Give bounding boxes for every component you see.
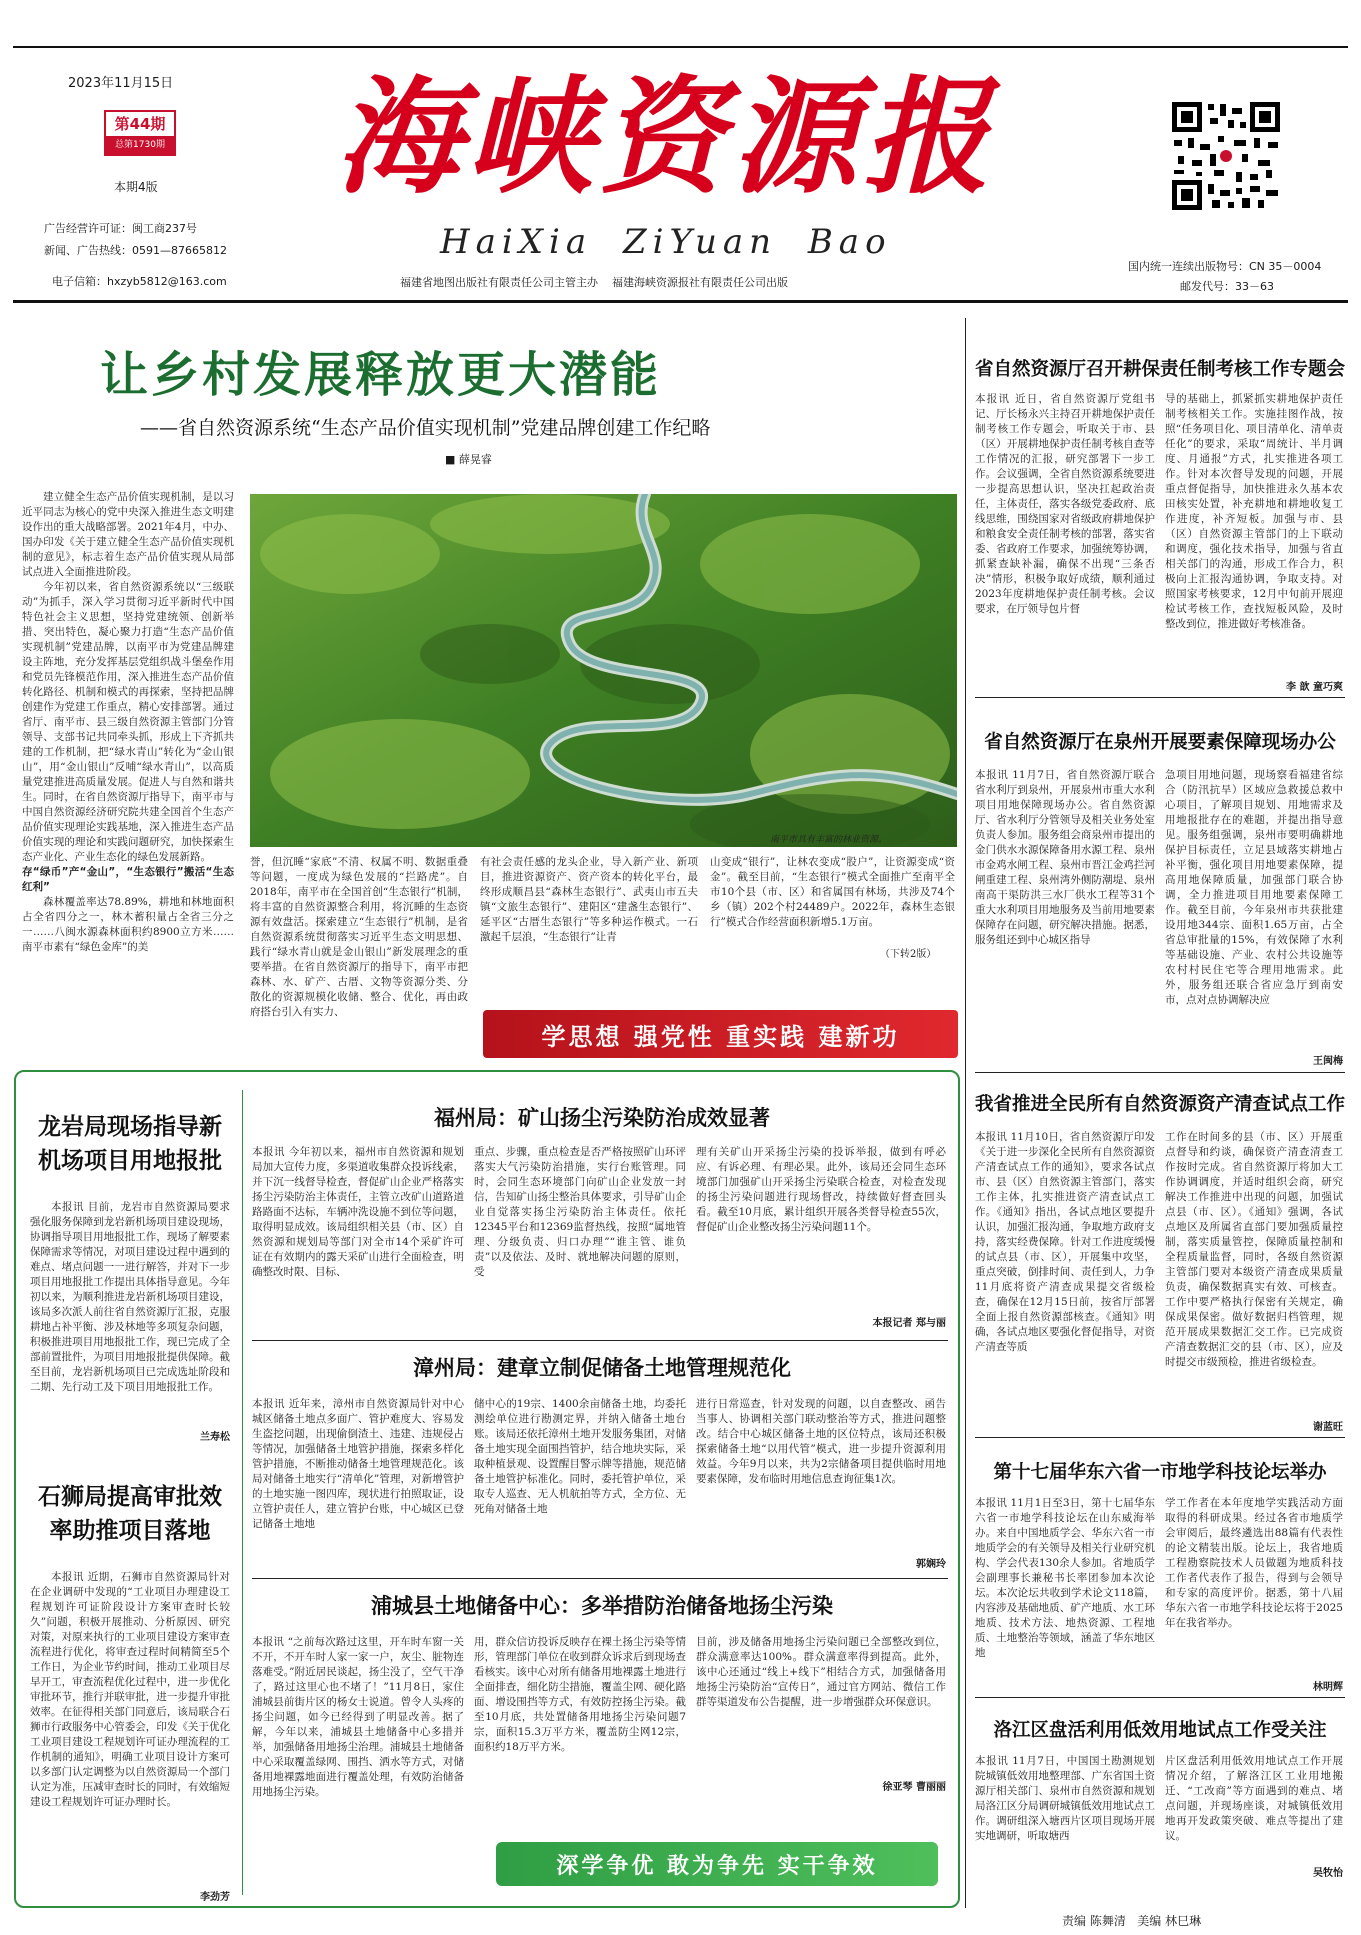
l3-col-2: 重点、步骤，重点检查是否严格按照矿山环评落实大气污染防治措施，实行台账管理。同时，会同生态环境部门向矿山企业发放一封信，告知矿山扬尘整治具体要求，引导矿山企业自觉落实扬尘污染防治主体责任。依托12345平台和12369监督热线，按照“属地管理、分级负责、归口办理”“谁主管、谁负责”以及依法、及时、就地解决问题的原则，受 <box>474 1146 686 1278</box>
qr-code-icon <box>1170 100 1282 212</box>
r2-col-2: 急项目用地问题，现场察看福建省综合（防汛抗旱）区域应急救援总救中心项目，了解项目规划、用地需求及用地报批存在的难题，并提出指导意见。服务组强调，泉州市要明确耕地保护目标责任，立足县域落实耕地占补平衡，强化项目用地要素保障，提高用地保障质量，加强部门联合协调，全力推进项目用地要素保障工作。截至目前，今年泉州市共获批建设用地344宗、面积1.65万亩，占全省总审批量的15%，有效保障了水利等基础设施、产业、农村公共设施等农村村民住宅等合理用地需求。此外，服务组还联合省应急厅到南安市，点对点协调解决应 <box>1165 769 1343 1006</box>
lead-subhead: 存“绿币”产“金山”，“生态银行”搬活“生态红利” <box>22 866 234 893</box>
l5-col-2: 用，群众信访投诉反映存在裸土扬尘污染等情形，管理部门单位在收到群众诉求后到现场查看核实。该中心对所有储备用地裸露土地进行全面排查，细化防尘措施，覆盖尘网、硬化路面、增设围挡等方式，有效防控扬尘污染。截至10月底，共处置储备用地扬尘污染问题7宗，面积15.3万平方米，覆盖防尘网12宗，面积约18万平方米。 <box>474 1636 686 1753</box>
story-divider <box>975 1697 1345 1698</box>
contact-email: 电子信箱：hxzyb5812@163.com <box>52 275 227 288</box>
r5-title: 洛江区盘活利用低效用地试点工作受关注 <box>993 1720 1327 1741</box>
lead-paragraph: 建立健全生态产品价值实现机制，是以习近平同志为核心的党中央深入推进生态文明建设作出的重大战略部署。2021年4月，中办、国办印发《关于建立健全生态产品价值实现机制的意见》，标志着生态产品价值实现从局部试点进入全面推进阶段。 <box>22 491 234 578</box>
l2-signature: 李劲芳 <box>200 1892 230 1903</box>
lead-column-3: 有社会责任感的龙头企业，导入新产业、新项目，推进资源资产、资产资本的转化平台，最终形成顺昌县“森林生态银行”、武夷山市五夫镇“文旅生态银行”、建阳区“建盏生态银行”、延平区“古厝生态银行”等多种运作模式。一石激起千层浪，“生态银行”让青 <box>480 856 698 943</box>
r4-title: 第十七届华东六省一市地学科技论坛举办 <box>993 1462 1327 1483</box>
story-divider <box>252 1340 948 1341</box>
lead-column-1 <box>22 490 234 1080</box>
story-divider <box>975 1437 1345 1438</box>
slogan-banner-2 <box>496 1842 938 1886</box>
r1-col-1: 本报讯 近日，省自然资源厅党组书记、厅长杨永兴主持召开耕地保护责任制考核工作专题会，听取关于市、县（区）开展耕地保护责任制考核自查等工作情况的汇报，研究部署下一步工作。会议强调，全省自然资源系统要进一步提高思想认识，坚决扛起政治责任，主体责任，落实各级党委政府、底线思维，围绕国家对省级政府耕地保护和粮食安全责任制考核的部署，落实省委、省政府工作要求，加强统筹协调，抓紧查缺补漏，确保不出现“三条否决”情形，积极争取好成绩，顺利通过2023年度耕地保护责任制考核。会议要求，在厅领导包片督 <box>975 393 1155 615</box>
l1-signature: 兰寿松 <box>200 1432 230 1443</box>
l1-title: 龙岩局现场指导新机场项目用地报批 <box>38 1113 222 1174</box>
masthead-rule <box>13 300 1348 303</box>
lead-continued: （下转2版） <box>880 949 937 960</box>
r5-col-2: 片区盘活利用低效用地试点工作开展情况介绍，了解洛江区工业用地搬迁、“工改商”等方面遇到的难点、堵点问题，并现场座谈，对城镇低效用地再开发政策突破、难点等提出了建议。 <box>1165 1755 1343 1842</box>
r4-signature: 林明辉 <box>1313 1682 1343 1693</box>
l5-col-3: 目前，涉及储备用地扬尘污染问题已全部整改到位，群众满意率达100%。群众满意率得到提高。此外，该中心还通过“线上+线下”相结合方式，加强储备用地扬尘污染防治“宣传日”，通过官方网站、微信工作群等渠道发布公告提醒，进一步增强群众环保意识。 <box>696 1636 946 1708</box>
r5-signature: 吴牧怡 <box>1313 1868 1343 1879</box>
l3-signature: 本报记者 郑与丽 <box>872 1318 946 1329</box>
postal-code: 邮发代号：33－63 <box>1180 280 1274 293</box>
r1-title: 省自然资源厅召开耕保责任制考核工作专题会 <box>975 359 1346 380</box>
story-divider <box>975 697 1345 698</box>
l4-signature: 郭娴玲 <box>916 1559 946 1570</box>
l2-title: 石狮局提高审批效率助推项目落地 <box>38 1483 222 1544</box>
slogan-text: 学思想 强党性 重实践 建新功 <box>541 1022 900 1051</box>
lead-photo <box>250 494 957 847</box>
lead-title: 让乡村发展释放更大潜能 <box>100 347 662 403</box>
lead-column-4: 山变成“银行”，让林农变成“股户”，让资源变成“资金”。截至目前，“生态银行”模式全面推广至南平全市10个县（市、区）和省属国有林场，共涉及74个乡（镇）202个村24489户。2022年，森林生态银行”模式合作经营面积新增5.1万亩。 <box>710 856 955 928</box>
column-divider <box>965 318 966 1908</box>
lead-column-2: 誉，但沉睡“家底”不清、权属不明、数据重叠等问题，一度成为绿色发展的“拦路虎”。自2018年，南平市在全国首创“生态银行”机制，将丰富的自然资源整合利用，将沉睡的生态资源有效盘活。探索建立“生态银行”机制，是省自然资源系统贯彻落实习近平生态文明思想、践行“绿水青山就是金山银山”新发展理念的重要举措。在省自然资源厅的指导下，南平市把森林、水、矿产、古厝、文物等资源分类、分散化的资源规模化收储、整合、优化，再由政府搭台引入有实力、 <box>250 856 468 1018</box>
l5-signature: 徐亚琴 曹丽丽 <box>882 1782 946 1793</box>
l5-col-1: 本报讯 “之前每次路过这里，开车时车窗一关不开，不开车时人家一家一户，灰尘、脏物连落难受。”附近居民谈起，扬尘没了，空气干净了，路过这里心也不堵了！”11月8日，家住浦城县前街片区的杨女士说道。曾令人头疼的扬尘问题，如今已经得到了明显改善。据了解，今年以来，浦城县土地储备中心多措并举，加强储备用地扬尘治理。浦城县土地储备中心采取覆盖绿网、围挡、洒水等方式，对储备用地裸露地面进行覆盖处理，有效防治储备用地扬尘污染。 <box>252 1636 464 1798</box>
cn-serial-number: 国内统一连续出版物号：CN 35－0004 <box>1128 260 1322 273</box>
slogan-banner <box>483 1010 958 1058</box>
r1-col-2: 导的基础上，抓紧抓实耕地保护责任制考核相关工作。实施挂图作战，按照“任务项目化、项目清单化、清单责任化”的要求，采取“周统计、半月调度、月通报”方式，扎实推进各项工作。针对本次督导发现的问题，开展重点督促指导，加快推进永久基本农田核实处置，补充耕地和耕地收复工作进度，补齐短板。加强与市、县（区）自然资源主管部门的上下联动和调度，强化技术指导，加强与省直相关部门的沟通，形成工作合力，积极向上汇报沟通协调，争取支持。对照国家考核要求，12月中旬前开展迎检试考核工作，查找短板风险，及时整改到位，推进做好考核准备。 <box>1165 393 1343 630</box>
publication-date: 2023年11月15日 <box>68 76 174 91</box>
slogan-2-text: 深学争优 敢为争先 实干争效 <box>556 1853 878 1879</box>
box-divider <box>242 1090 243 1895</box>
l3-title: 福州局：矿山扬尘污染防治成效显著 <box>434 1106 770 1130</box>
l4-col-1: 本报讯 近年来，漳州市自然资源局针对中心城区储备土地点多面广、管护难度大、容易发生盗挖问题，出现偷倒渣土、违建、违规侵占等情况，加强储备土地管护措施，探索多样化管护措施，不断推动储备土地管理规范化。该局对储备土地实行“清单化”管理，对新增管护的土地实施一图四库，现状进行拍照取证，设立管护责任人，建立管护台账，中心城区已登记储备土地地 <box>252 1398 464 1530</box>
l5-title: 浦城县土地储备中心：多举措防治储备地扬尘污染 <box>371 1594 833 1618</box>
r1-signature: 李 歆 童巧爽 <box>1286 682 1343 693</box>
r2-signature: 王闽梅 <box>1313 1056 1343 1067</box>
l4-col-3: 进行日常巡查，针对发现的问题，以自查整改、函告当事人、协调相关部门联动整治等方式，推进问题整改。结合中心城区储备土地的区位特点，该局还积极探索储备土地“以用代管”模式，进一步提升资源利用效益。今年9月以来，共为2宗储备项目提供临时用地要素保障，发布临时用地信息查询征集1次。 <box>696 1398 946 1485</box>
issue-number: 第44期 <box>106 112 174 136</box>
page-count: 本期4版 <box>114 180 158 194</box>
r5-col-1: 本报讯 11月7日，中国国土勘测规划院城镇低效用地整理部、广东省国土资源厅相关部门、泉州市自然资源和规划局洛江区分局调研城镇低效用地试点工作。调研组深入塘西片区项目现场开展实地调研，听取塘西 <box>975 1755 1155 1842</box>
l4-title: 漳州局：建章立制促储备土地管理规范化 <box>413 1356 791 1380</box>
r4-col-2: 学工作者在本年度地学实践活动方面取得的科研成果。经过各省市地质学会审阅后，最终遴选出88篇有代表性的论文精装出版。论坛上，我省地质工程勘察院技术人员做题为地质科技工作者代表作了报告，得到与会领导和专家的高度评价。据悉，第十八届华东六省一市地学科技论坛将于2025年在我省举办。 <box>1165 1497 1343 1629</box>
l2-body: 本报讯 近期，石狮市自然资源局针对在企业调研中发现的“工业项目办理建设工程规划许可证阶段设计方案审查时长较久”问题，积极开展推动、分析原因、研究对策，对原来执行的工业项目建设方案审查流程进行优化，将审查过程时间精简至5个工作日，为企业节约时间，推动工业项目尽早开工，审查流程优化过程中，进一步优化审批环节，推行并联审批，进一步提升审批效率。在征得相关部门同意后，该局联合石狮市行政服务中心管委会，印发《关于优化工业项目建设工程规划许可证办理流程的工作机制的通知》，明确工业项目设计方案可以多部门认定调整为以自然资源局一个部门认定为准，压减审查时长的同时，有效缩短建设工程规划许可证办理时长。 <box>30 1571 230 1808</box>
l4-col-2: 储中心的19宗、1400余亩储备土地，均委托测绘单位进行勘测定界，并纳入储备土地台账。该局还依托漳州土地开发服务集团，对储备土地实现全面围挡管护，结合地块实际，采取种植景观、设置醒目警示牌等措施，规范储备土地管护标准化。同时，委托管护单位，采取专人巡查、无人机航拍等方式，全方位、无死角对储备土地 <box>474 1398 686 1515</box>
editor-credits: 责编 陈舞清 美编 林巳琳 <box>1062 1914 1202 1928</box>
photo-caption: 南平市具有丰富的林业资源。 <box>770 835 888 845</box>
top-rule <box>13 46 1348 48</box>
lead-paragraph: 今年初以来，省自然资源系统以“三级联动”为抓手，深入学习贯彻习近平新时代中国特色社会主义思想，坚持党建统领、创新举措、突出特色，凝心聚力打造“生态产品价值实现机制”党建品牌，以南平市为党建品牌建设主阵地，充分发挥基层党组织战斗堡垒作用和党员先锋模范作用，深入推进生态产品价值转化路径、机制和模式的再探索，坚持把品牌创建作为党建工作重点，精心安排部署。通过省厅、南平市、县三级自然资源主管部门分管领导、支部书记共同牵头抓，形成上下齐抓共建的工作机制，把“绿水青山”转化为“金山银山”，用“金山银山”反哺“绿水青山”，以高质量党建推进高质量发展。促进人与自然和谐共生。同时，在省自然资源厅指导下，南平市与中国自然资源经济研究院共建全国首个生态产品价值实现理论实践基地，深入推进生态产品价值实现的理论和实践问题研究，加快探索生态产业化、产业生态化的绿色发展新路。 <box>22 581 234 863</box>
lead-subtitle: ——省自然资源系统“生态产品价值实现机制”党建品牌创建工作纪略 <box>140 417 711 439</box>
issue-total: 总第1730期 <box>106 136 174 154</box>
l1-body: 本报讯 目前，龙岩市自然资源局要求强化服务保障到龙岩新机场项目建设现场，协调指导项目用地报批工作，现场了解要素保障需求等情况，对项目建设过程中遇到的难点、堵点问题一一进行解答，并对下一步项目用地报批工作提出具体指导意见。今年初以来，为顺利推进龙岩新机场项目建设，该局多次派人前往省自然资源厅汇报，克服耕地占补平衡、涉及林地等多项复杂问题，积极推进项目用地报批工作，现已完成了全部前置批件，为项目用地报批提供保障。截至目前，龙岩新机场项目已完成选址阶段和二期、先行动工及下项目用地报批工作。 <box>30 1201 230 1393</box>
issue-badge <box>104 110 176 156</box>
r2-title: 省自然资源厅在泉州开展要素保障现场办公 <box>984 732 1336 753</box>
l3-col-1: 本报讯 今年初以来，福州市自然资源和规划局加大宣传力度，多渠道收集群众投诉线索，并下沉一线督导检查，督促矿山企业严格落实扬尘污染防治主体责任，主管立改矿山道路道路路面不达标，车辆冲洗设施不到位等问题，取得明显成效。该局组织相关县（市、区）自然资源和规划局等部门对全市14个采矿许可证在有效期内的露天采矿山进行全面检查，明确整改时限、目标、 <box>252 1146 464 1278</box>
sponsor-line: 福建省地图出版社有限责任公司主管主办 福建海峡资源报社有限责任公司出版 <box>400 276 788 289</box>
story-divider <box>975 1072 1345 1073</box>
r3-col-1: 本报讯 11月10日，省自然资源厅印发《关于进一步深化全民所有自然资源资产清查试点工作的通知》，要求各试点市、县（区）自然资源主管部门，落实工作主体，扎实推进资产清查试点工作。《通知》指出，各试点地区要提升认识，加强汇报沟通，争取地方政府支持，落实经费保障。针对工作进度缓慢的试点县（市、区），开展集中攻坚，重点突破，倒排时间、责任到人，力争11月底将资产清查成果提交省级检查，确保在12月15日前，按省厅部署全面上报自然资源部核查。《通知》明确，各试点地区要强化督促指导，对资产清查等质 <box>975 1131 1155 1353</box>
lead-byline: ■ 薛晃睿 <box>445 453 492 466</box>
r3-signature: 谢蓝旺 <box>1313 1422 1343 1433</box>
l3-col-3: 理有关矿山开采扬尘污染的投诉举报，做到有呼必应、有诉必理、有理必果。此外，该局还会同生态环境部门加强矿山开采扬尘污染联合检查，对检查发现的扬尘污染问题进行现场督改，持续做好督查回头看。截至10月底，累计组织开展各类督导检查55次，督促矿山企业整改扬尘污染问题11个。 <box>696 1146 946 1233</box>
lead-paragraph: 森林覆盖率达78.89%，耕地和林地面积占全省四分之一，林木蓄积量占全省三分之一……八闽水源森林面积约8900立方米……南平市素有“绿色金库”的美 <box>22 896 234 953</box>
lead-author: 薛晃睿 <box>458 453 492 466</box>
masthead-pinyin: HaiXia ZiYuan Bao <box>440 222 892 262</box>
masthead-title: 海峡资源报 <box>335 63 995 211</box>
ad-license: 广告经营许可证：闽工商237号 <box>44 222 197 235</box>
r3-col-2: 工作在时间多的县（市、区）开展重点督导和约谈，确保资产清查清查工作按时完成。省自然资源厅将加大工作协调调度，并适时组织会商，研究解决工作推进中出现的问题，加强试点县（市、区）。《通知》强调，各试点地区及所属省直部门要加强质量控制，落实质量管控，保障质量控制和全程质量监督，同时，各级自然资源主管部门要对本级资产清查成果质量负责，确保数据真实有效、可核查。工作中要严格执行保密有关规定，确保成果保密。做好数据归档管理，规范开展成果数据汇交工作。已完成资产清查数据汇交的县（市、区），应及时提交市级预检，推进省级检查。 <box>1165 1131 1343 1368</box>
r3-title: 我省推进全民所有自然资源资产清查试点工作 <box>975 1094 1346 1115</box>
ad-hotline: 新闻、广告热线：0591—87665812 <box>44 244 227 257</box>
r2-col-1: 本报讯 11月7日，省自然资源厅联合省水利厅到泉州，开展泉州市重大水利项目用地保障现场办公。省自然资源厅、省水利厅分管领导及相关业务处室负责人参加。服务组会商泉州市提出的金门供水水源保障备用水源工程、泉州市金鸡水闸工程、泉州市晋江金鸡拦河闸重建工程、泉州湾外侧防潮堤、泉州南高干渠防洪三水厂供水工程等31个重大水利项目用地服务及当前用地要素保障存在问题，研究解决措施。据悉，服务组还到中心城区指导 <box>975 769 1155 946</box>
r4-col-1: 本报讯 11月1日至3日，第十七届华东六省一市地学科技论坛在山东威海举办。来自中国地质学会、华东六省一市地质学会的有关领导及相关行业研究机构、学会代表130余人参加。省地质学会副理事长兼秘书长率团参加本次论坛。本次论坛共收到学术论文118篇，内容涉及基础地质、矿产地质、水工环地质、技术方法、地热资源、工程地质、土地整治等领域，涵盖了华东地区地 <box>975 1497 1155 1659</box>
story-divider <box>252 1578 948 1579</box>
